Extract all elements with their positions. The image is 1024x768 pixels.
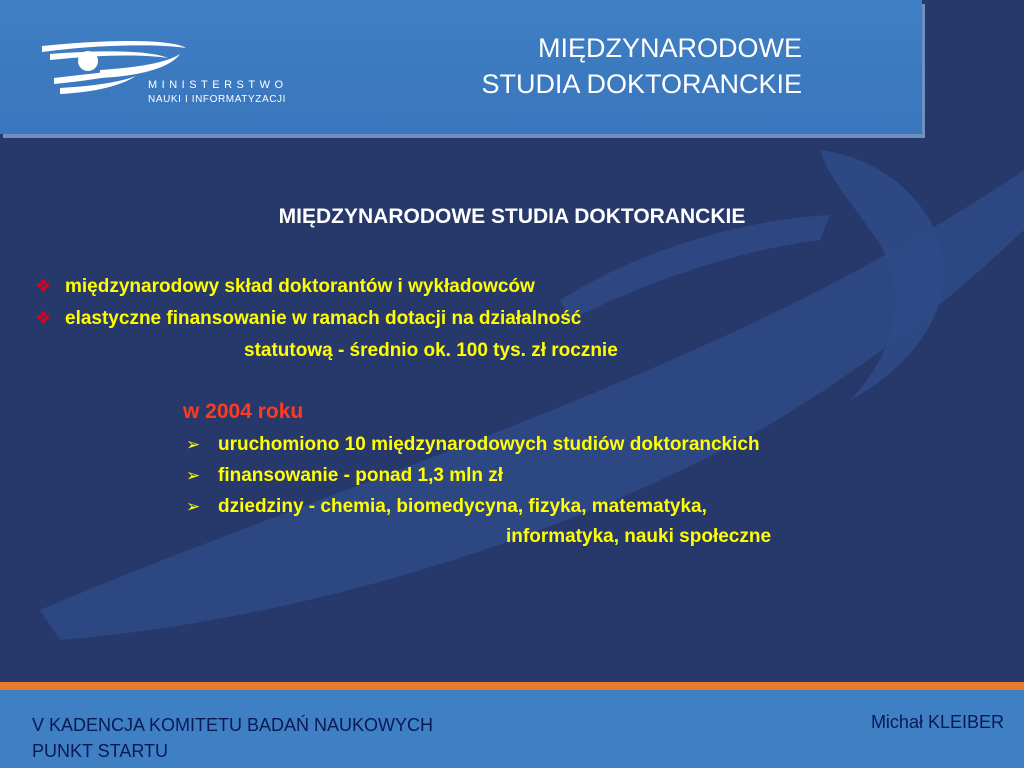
list-item-text: uruchomiono 10 międzynarodowych studiów doktoranckich: [218, 434, 760, 455]
footer-left: [32, 712, 433, 764]
list-item-text: międzynarodowy skład doktorantów i wykładowców: [65, 276, 535, 297]
list-item-text: dziedziny - chemia, biomedycyna, fizyka, matematyka,: [218, 496, 707, 517]
diamond-bullet-icon: ❖: [35, 308, 52, 328]
arrow-bullet-icon: ➢: [186, 466, 201, 485]
header-bar: [0, 0, 922, 134]
list-item-text: finansowanie - ponad 1,3 mln zł: [218, 465, 504, 486]
header-title-line2: STUDIA DOKTORANCKIE: [481, 69, 802, 99]
diamond-bullet-icon: ❖: [35, 276, 52, 296]
list-item: [186, 434, 760, 456]
list-item-continuation: statutową - średnio ok. 100 tys. zł rocznie: [244, 340, 618, 361]
footer-divider: [0, 682, 1024, 690]
footer-left-line1: V KADENCJA KOMITETU BADAŃ NAUKOWYCH: [32, 715, 434, 735]
footer-author: Michał KLEIBER: [870, 712, 1004, 732]
header-title-line1: MIĘDZYNARODOWE: [537, 33, 802, 63]
year-label: w 2004 roku: [183, 400, 304, 423]
list-item: [186, 465, 503, 487]
list-item-continuation: informatyka, nauki społeczne: [506, 526, 772, 547]
logo-text-line2: NAUKI I INFORMATYZACJI: [148, 94, 287, 105]
main-heading: MIĘDZYNARODOWE STUDIA DOKTORANCKIE: [278, 205, 746, 228]
list-item: [35, 276, 535, 298]
footer-bar: [0, 690, 1024, 768]
footer-left-line2: PUNKT STARTU: [32, 741, 169, 761]
arrow-bullet-icon: ➢: [186, 435, 201, 454]
header-title: [322, 30, 802, 102]
logo-text-line1: MINISTERSTWO: [148, 79, 288, 91]
list-item: [35, 308, 581, 330]
arrow-bullet-icon: ➢: [186, 497, 201, 516]
list-item-text: elastyczne finansowanie w ramach dotacji na działalność: [65, 308, 582, 329]
list-item: [186, 496, 707, 518]
